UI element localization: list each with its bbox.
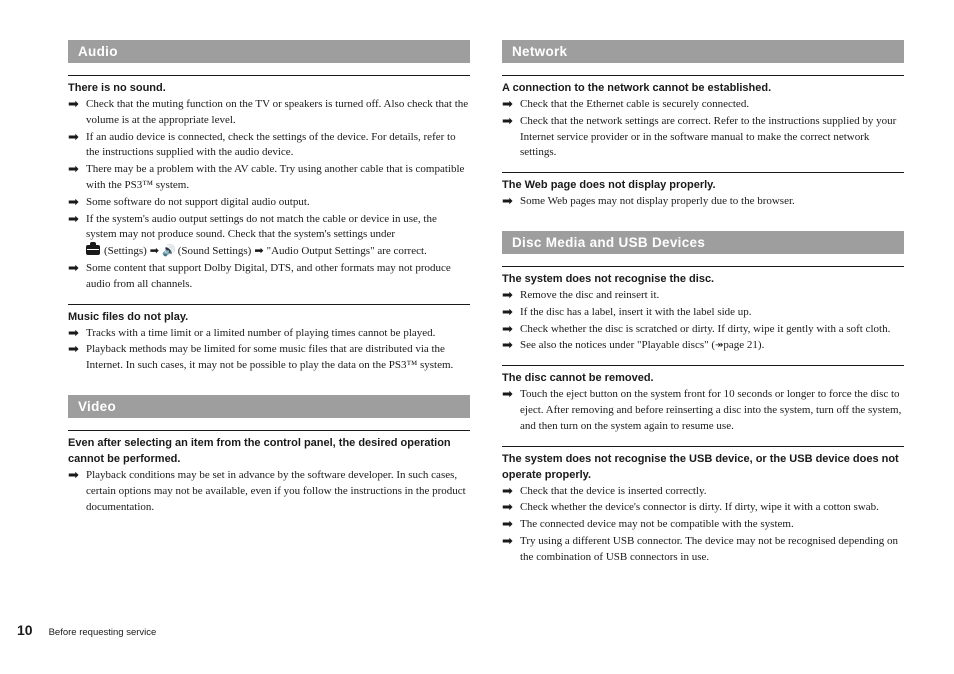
list-item: ➡ Check that the Ethernet cable is securely connected. <box>502 97 750 112</box>
problem-block <box>502 266 904 354</box>
list-item: ➡ There may be a problem with the AV cable. Try using another cable that is compatible with the PS3™ system. <box>68 162 465 191</box>
list-item: ➡ Check that the muting function on the TV or speakers is turned off. Also check that the volume is at the appropriate level. <box>68 97 469 126</box>
page-reference-link[interactable]: page 21 <box>723 339 758 352</box>
problem-title: The system does not recognise the USB device, or the USB device does not operate properly. <box>502 452 899 481</box>
arrow-bullet-icon: ➡ <box>68 194 79 210</box>
problem-title: The disc cannot be removed. <box>502 372 654 385</box>
arrow-bullet-icon: ➡ <box>502 321 513 337</box>
list-item: ➡ Some software do not support digital audio output. <box>68 194 310 210</box>
inline-arrow-icon: ➡ <box>149 244 159 258</box>
list-item: ➡ Touch the eject button on the system front for 10 seconds or longer to force the disc to eject. After removing and before reinserting a disc into the system, turn off the system, and then turn on the system again to resume use. <box>502 387 902 432</box>
list-item: ➡ Check that the network settings are correct. Refer to the instructions supplied by your Internet service provider or in the software manual to make the correct network settings. <box>502 113 897 159</box>
section-header-video: Video <box>68 395 470 418</box>
list-item: ➡ Some content that support Dolby Digital, DTS, and other formats may not produce audio from all channels. <box>68 260 451 290</box>
problem-block <box>502 365 904 434</box>
arrow-bullet-icon: ➡ <box>68 129 79 145</box>
page-reference-icon: ↠ <box>715 340 724 352</box>
problem-title: The Web page does not display properly. <box>502 179 716 192</box>
inline-arrow-icon: ➡ <box>254 244 264 258</box>
list-item: ➡ See also the notices under "Playable discs" (↠page 21). <box>502 338 765 354</box>
arrow-bullet-icon: ➡ <box>502 287 513 303</box>
problem-block <box>68 75 470 293</box>
page-number: 10 <box>17 622 33 638</box>
arrow-bullet-icon: ➡ <box>502 533 513 549</box>
list-item: ➡ If the system's audio output settings do not match the cable or device in use, the system may not produce sound. Check that the system's settings under (Settings) ➡ 🔊 (Sound Settings) ➡ "Audio Output Settings" are correct. <box>68 211 437 258</box>
left-column <box>68 40 470 516</box>
problem-block <box>502 172 904 210</box>
arrow-bullet-icon: ➡ <box>502 113 513 129</box>
problem-title: There is no sound. <box>68 82 166 94</box>
settings-toolbox-icon <box>86 245 100 255</box>
list-item: ➡ Some Web pages may not display properly due to the browser. <box>502 194 795 210</box>
arrow-bullet-icon: ➡ <box>68 467 79 483</box>
arrow-bullet-icon: ➡ <box>502 483 513 499</box>
problem-title: Music files do not play. <box>68 310 189 323</box>
list-item: ➡ Check that the device is inserted correctly. <box>502 483 707 499</box>
arrow-bullet-icon: ➡ <box>502 387 513 403</box>
arrow-bullet-icon: ➡ <box>68 325 79 341</box>
list-item: ➡ Check whether the device's connector is dirty. If dirty, wipe it with a cotton swab. <box>502 500 879 516</box>
problem-title: Even after selecting an item from the control panel, the desired operation cannot be performed. <box>68 436 451 465</box>
arrow-bullet-icon: ➡ <box>502 194 513 210</box>
arrow-bullet-icon: ➡ <box>502 338 513 354</box>
list-item: ➡ Playback methods may be limited for some music files that are distributed via the Internet. In such cases, it may not be possible to play the data on the PS3™ system. <box>68 342 454 372</box>
right-column <box>502 40 904 567</box>
arrow-bullet-icon: ➡ <box>68 97 79 112</box>
list-item: ➡ The connected device may not be compatible with the system. <box>502 517 794 533</box>
list-item: ➡ Check whether the disc is scratched or dirty. If dirty, wipe it gently with a soft cloth. <box>502 321 891 337</box>
problem-block <box>502 446 904 566</box>
speaker-icon: 🔊 <box>162 244 176 258</box>
problem-block <box>68 430 470 515</box>
problem-block <box>68 304 470 374</box>
arrow-bullet-icon: ➡ <box>68 162 79 178</box>
footer-section-label: Before requesting service <box>48 627 157 638</box>
list-item: ➡ Playback conditions may be set in advance by the software developer. In such cases, certain options may not be available, even if you follow the instructions in the product documentation. <box>68 467 466 513</box>
problem-title: A connection to the network cannot be established. <box>502 82 772 94</box>
list-item: ➡ Try using a different USB connector. The device may not be recognised depending on the combination of USB connectors in use. <box>502 533 898 563</box>
list-item: ➡ Tracks with a time limit or a limited number of playing times cannot be played. <box>68 325 436 341</box>
arrow-bullet-icon: ➡ <box>68 342 79 358</box>
list-item: ➡ If an audio device is connected, check the settings of the device. For details, refer to the instructions supplied with the audio device. <box>68 129 456 159</box>
arrow-bullet-icon: ➡ <box>502 500 513 516</box>
arrow-bullet-icon: ➡ <box>68 211 79 227</box>
list-item: ➡ Remove the disc and reinsert it. <box>502 287 660 303</box>
section-header-audio: Audio <box>68 40 470 63</box>
list-item: ➡ If the disc has a label, insert it with the label side up. <box>502 304 752 320</box>
section-header-disc-usb: Disc Media and USB Devices <box>502 231 904 254</box>
section-header-network: Network <box>502 40 904 63</box>
arrow-bullet-icon: ➡ <box>502 97 513 112</box>
problem-title: The system does not recognise the disc. <box>502 272 715 285</box>
arrow-bullet-icon: ➡ <box>502 517 513 533</box>
arrow-bullet-icon: ➡ <box>68 260 79 276</box>
arrow-bullet-icon: ➡ <box>502 304 513 320</box>
page-footer <box>17 622 156 640</box>
problem-block <box>502 75 904 161</box>
